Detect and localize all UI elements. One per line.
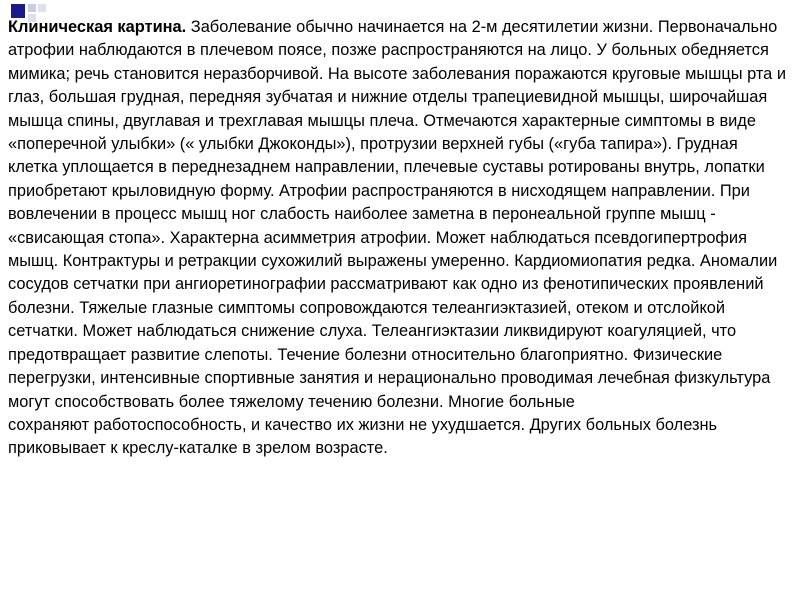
light-square-icon [38, 4, 46, 12]
paragraph-continuation: сохраняют работоспособность, и качество их жизни не ухудшается. Других больных болезнь приковывает к креслу-каталке в зрелом возрасте. [8, 415, 718, 458]
slide-body [8, 16, 788, 461]
section-heading: Клиническая картина. [8, 18, 187, 36]
paragraph-text: Заболевание обычно начинается на 2-м десятилетии жизни. Первоначально атрофии наблюдаются в плечевом поясе, позже распространяются на лицо. У больных обедняется мимика; речь становится неразборчивой. На высоте заболевания поражаются круговые мышцы рта и глаз, большая грудная, передняя зубчатая и нижние отделы трапециевидной мышцы, широчайшая мышца спины, двуглавая и трехглавая мышцы плеча. Отмечаются характерные симптомы в виде «поперечной улыбки» (« улыбки Джоконды»), протрузии верхней губы («губа тапира»). Грудная клетка уплощается в переднезаднем направлении, плечевые суставы ротированы внутрь, лопатки приобретают крыловидную форму. Атрофии распространяются в нисходящем направлении. При вовлечении в процесс мышц ног слабость наиболее заметна в перонеальной группе мышц - «свисающая стопа». Характерна асимметрия атрофии. Может наблюдаться псевдогипертрофия мышц. Контрактуры и ретракции сухожилий выражены умеренно. Кардиомиопатия редка. Аномалии сосудов сетчатки при ангиоретинографии рассматривают как одно из фенотипических проявлений болезни. Тяжелые глазные симптомы сопровождаются телеангиэктазией, отеком и отслойкой сетчатки. Может наблюдаться снижение слуха. Телеангиэктазии ликвидируют коагуляцией, что предотвращает развитие слепоты. Течение болезни относительно благоприятно. Физические перегрузки, интенсивные спортивные занятия и нерационально проводимая лечебная физкультура могут способствовать более тяжелому течению болезни. Многие больные [8, 18, 786, 411]
light-square-icon [28, 4, 36, 12]
paragraph-clinical-picture [8, 16, 788, 414]
